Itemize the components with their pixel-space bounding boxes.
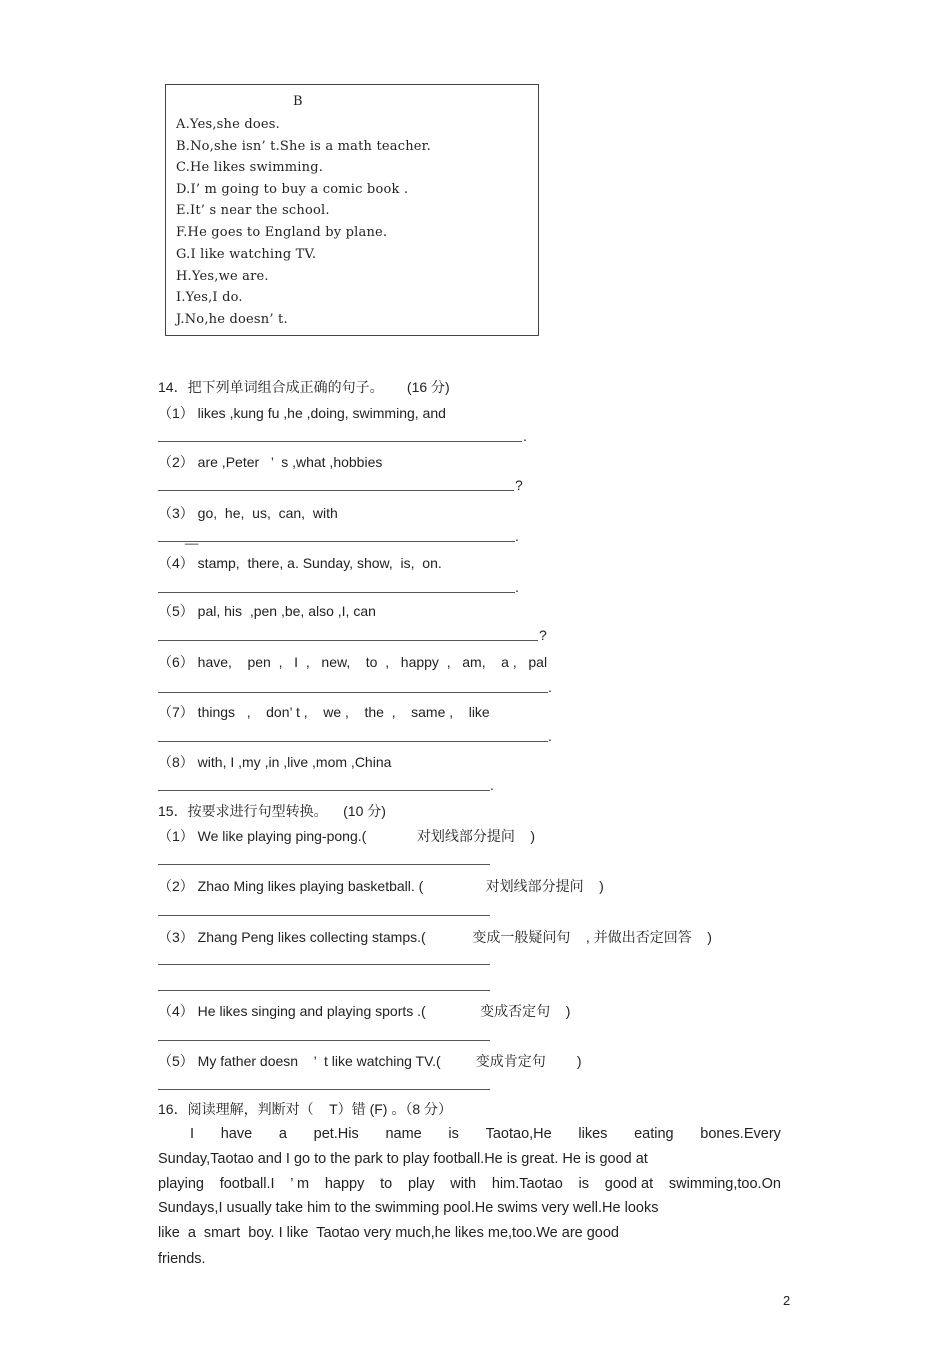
q14-end-1: . <box>523 428 527 444</box>
word: ’ m <box>290 1176 310 1192</box>
word: is <box>578 1176 590 1192</box>
q14-item-4: （4） stamp, there, a. Sunday, show, is, on. <box>158 555 442 571</box>
option-b: B.No,she isn’ t.She is a math teacher. <box>176 139 431 154</box>
word: a <box>278 1126 287 1142</box>
option-a: A.Yes,she does. <box>176 117 280 132</box>
q14-item-8: （8） with, I ,my ,in ,live ,mom ,China <box>158 754 392 770</box>
q14-item-3: （3） go, he, us, can, with <box>158 505 338 521</box>
q14-answer-line-6[interactable] <box>158 692 548 693</box>
word: bones.Every <box>700 1126 781 1142</box>
word: I <box>190 1126 195 1142</box>
word: Taotao,He <box>485 1126 552 1142</box>
q14-stray-mark: __ <box>185 531 199 545</box>
q14-item-2: （2） are ,Peter ’ s ,what ,hobbies <box>158 454 383 470</box>
word: is <box>448 1126 459 1142</box>
word: name <box>385 1126 422 1142</box>
q16-passage-line-5: like a smart boy. I like Taotao very much,he likes me,too.We are good <box>158 1225 619 1241</box>
q15-answer-line-3b[interactable] <box>158 990 490 991</box>
q15-item-3: （3） Zhang Peng likes collecting stamps.( 变成一般疑问句 , 并做出否定回答 ) <box>158 929 712 945</box>
q15-item-2: （2） Zhao Ming likes playing basketball. ( 对划线部分提问 ) <box>158 878 604 894</box>
q14-end-8: . <box>490 777 494 793</box>
word: play <box>407 1176 435 1192</box>
q16-passage-line-6: friends. <box>158 1251 206 1267</box>
q14-answer-line-7[interactable] <box>158 741 548 742</box>
options-box-b <box>165 84 539 336</box>
q14-answer-line-4[interactable] <box>158 592 515 593</box>
option-i: I.Yes,I do. <box>176 290 243 305</box>
q14-answer-line-2[interactable] <box>158 490 514 491</box>
q15-item-1: （1） We like playing ping-pong.( 对划线部分提问 ) <box>158 828 536 844</box>
q14-heading: 14．把下列单词组合成正确的句子。 (16 分) <box>158 379 450 395</box>
word: pet.His <box>313 1126 359 1142</box>
word: him.Taotao <box>491 1176 563 1192</box>
q15-item-4: （4） He likes singing and playing sports .( 变成否定句 ) <box>158 1003 571 1019</box>
word: have <box>220 1126 253 1142</box>
q16-passage-line-3 <box>158 1176 781 1192</box>
q14-end-5: ? <box>539 627 547 643</box>
q14-answer-line-5[interactable] <box>158 640 538 641</box>
option-c: C.He likes swimming. <box>176 160 324 175</box>
q14-end-2: ? <box>515 477 523 493</box>
q15-answer-line-4[interactable] <box>158 1040 490 1041</box>
q14-item-7: （7） things , don’ t , we , the , same , like <box>158 704 490 720</box>
word: playing <box>158 1176 204 1192</box>
word: eating <box>634 1126 674 1142</box>
q16-passage-line-1 <box>190 1126 781 1142</box>
option-g: G.I like watching TV. <box>176 247 317 262</box>
option-d: D.I’ m going to buy a comic book . <box>176 182 409 197</box>
q15-answer-line-5[interactable] <box>158 1089 490 1090</box>
option-h: H.Yes,we are. <box>176 269 269 284</box>
q14-end-6: . <box>548 679 552 695</box>
q15-answer-line-2[interactable] <box>158 915 490 916</box>
word: good at <box>604 1176 654 1192</box>
q15-item-5: （5） My father doesn ’ t like watching TV.( 变成肯定句 ) <box>158 1053 582 1069</box>
option-j: J.No,he doesn’ t. <box>176 312 288 327</box>
q15-heading: 15．按要求进行句型转换。 (10 分) <box>158 803 386 819</box>
q15-answer-line-1[interactable] <box>158 864 490 865</box>
q14-answer-line-8[interactable] <box>158 790 490 791</box>
q14-item-5: （5） pal, his ,pen ,be, also ,I, can <box>158 603 376 619</box>
word: football.I <box>219 1176 275 1192</box>
q14-answer-line-3[interactable] <box>158 541 515 542</box>
word: with <box>450 1176 477 1192</box>
word: happy <box>324 1176 365 1192</box>
q14-end-3: . <box>515 528 519 544</box>
q14-end-4: . <box>515 579 519 595</box>
q14-answer-line-1[interactable] <box>158 441 522 442</box>
q14-item-1: （1） likes ,kung fu ,he ,doing, swimming, and <box>158 405 446 421</box>
q15-answer-line-3a[interactable] <box>158 964 490 965</box>
q16-heading: 16．阅读理解，判断对（ T）错 (F) 。（8 分） <box>158 1101 453 1117</box>
word: swimming,too.On <box>668 1176 781 1192</box>
word: likes <box>578 1126 608 1142</box>
word: to <box>380 1176 393 1192</box>
page-number: 2 <box>783 1293 791 1308</box>
q16-passage-line-2: Sunday,Taotao and I go to the park to play football.He is great. He is good at <box>158 1151 648 1167</box>
option-f: F.He goes to England by plane. <box>176 225 388 240</box>
q16-passage-line-4: Sundays,I usually take him to the swimming pool.He swims very well.He looks <box>158 1200 659 1216</box>
q14-end-7: . <box>548 728 552 744</box>
option-e: E.It’ s near the school. <box>176 203 330 218</box>
q14-item-6: （6） have, pen , I , new, to , happy , am, a , pal <box>158 654 548 670</box>
box-title: B <box>293 94 303 109</box>
